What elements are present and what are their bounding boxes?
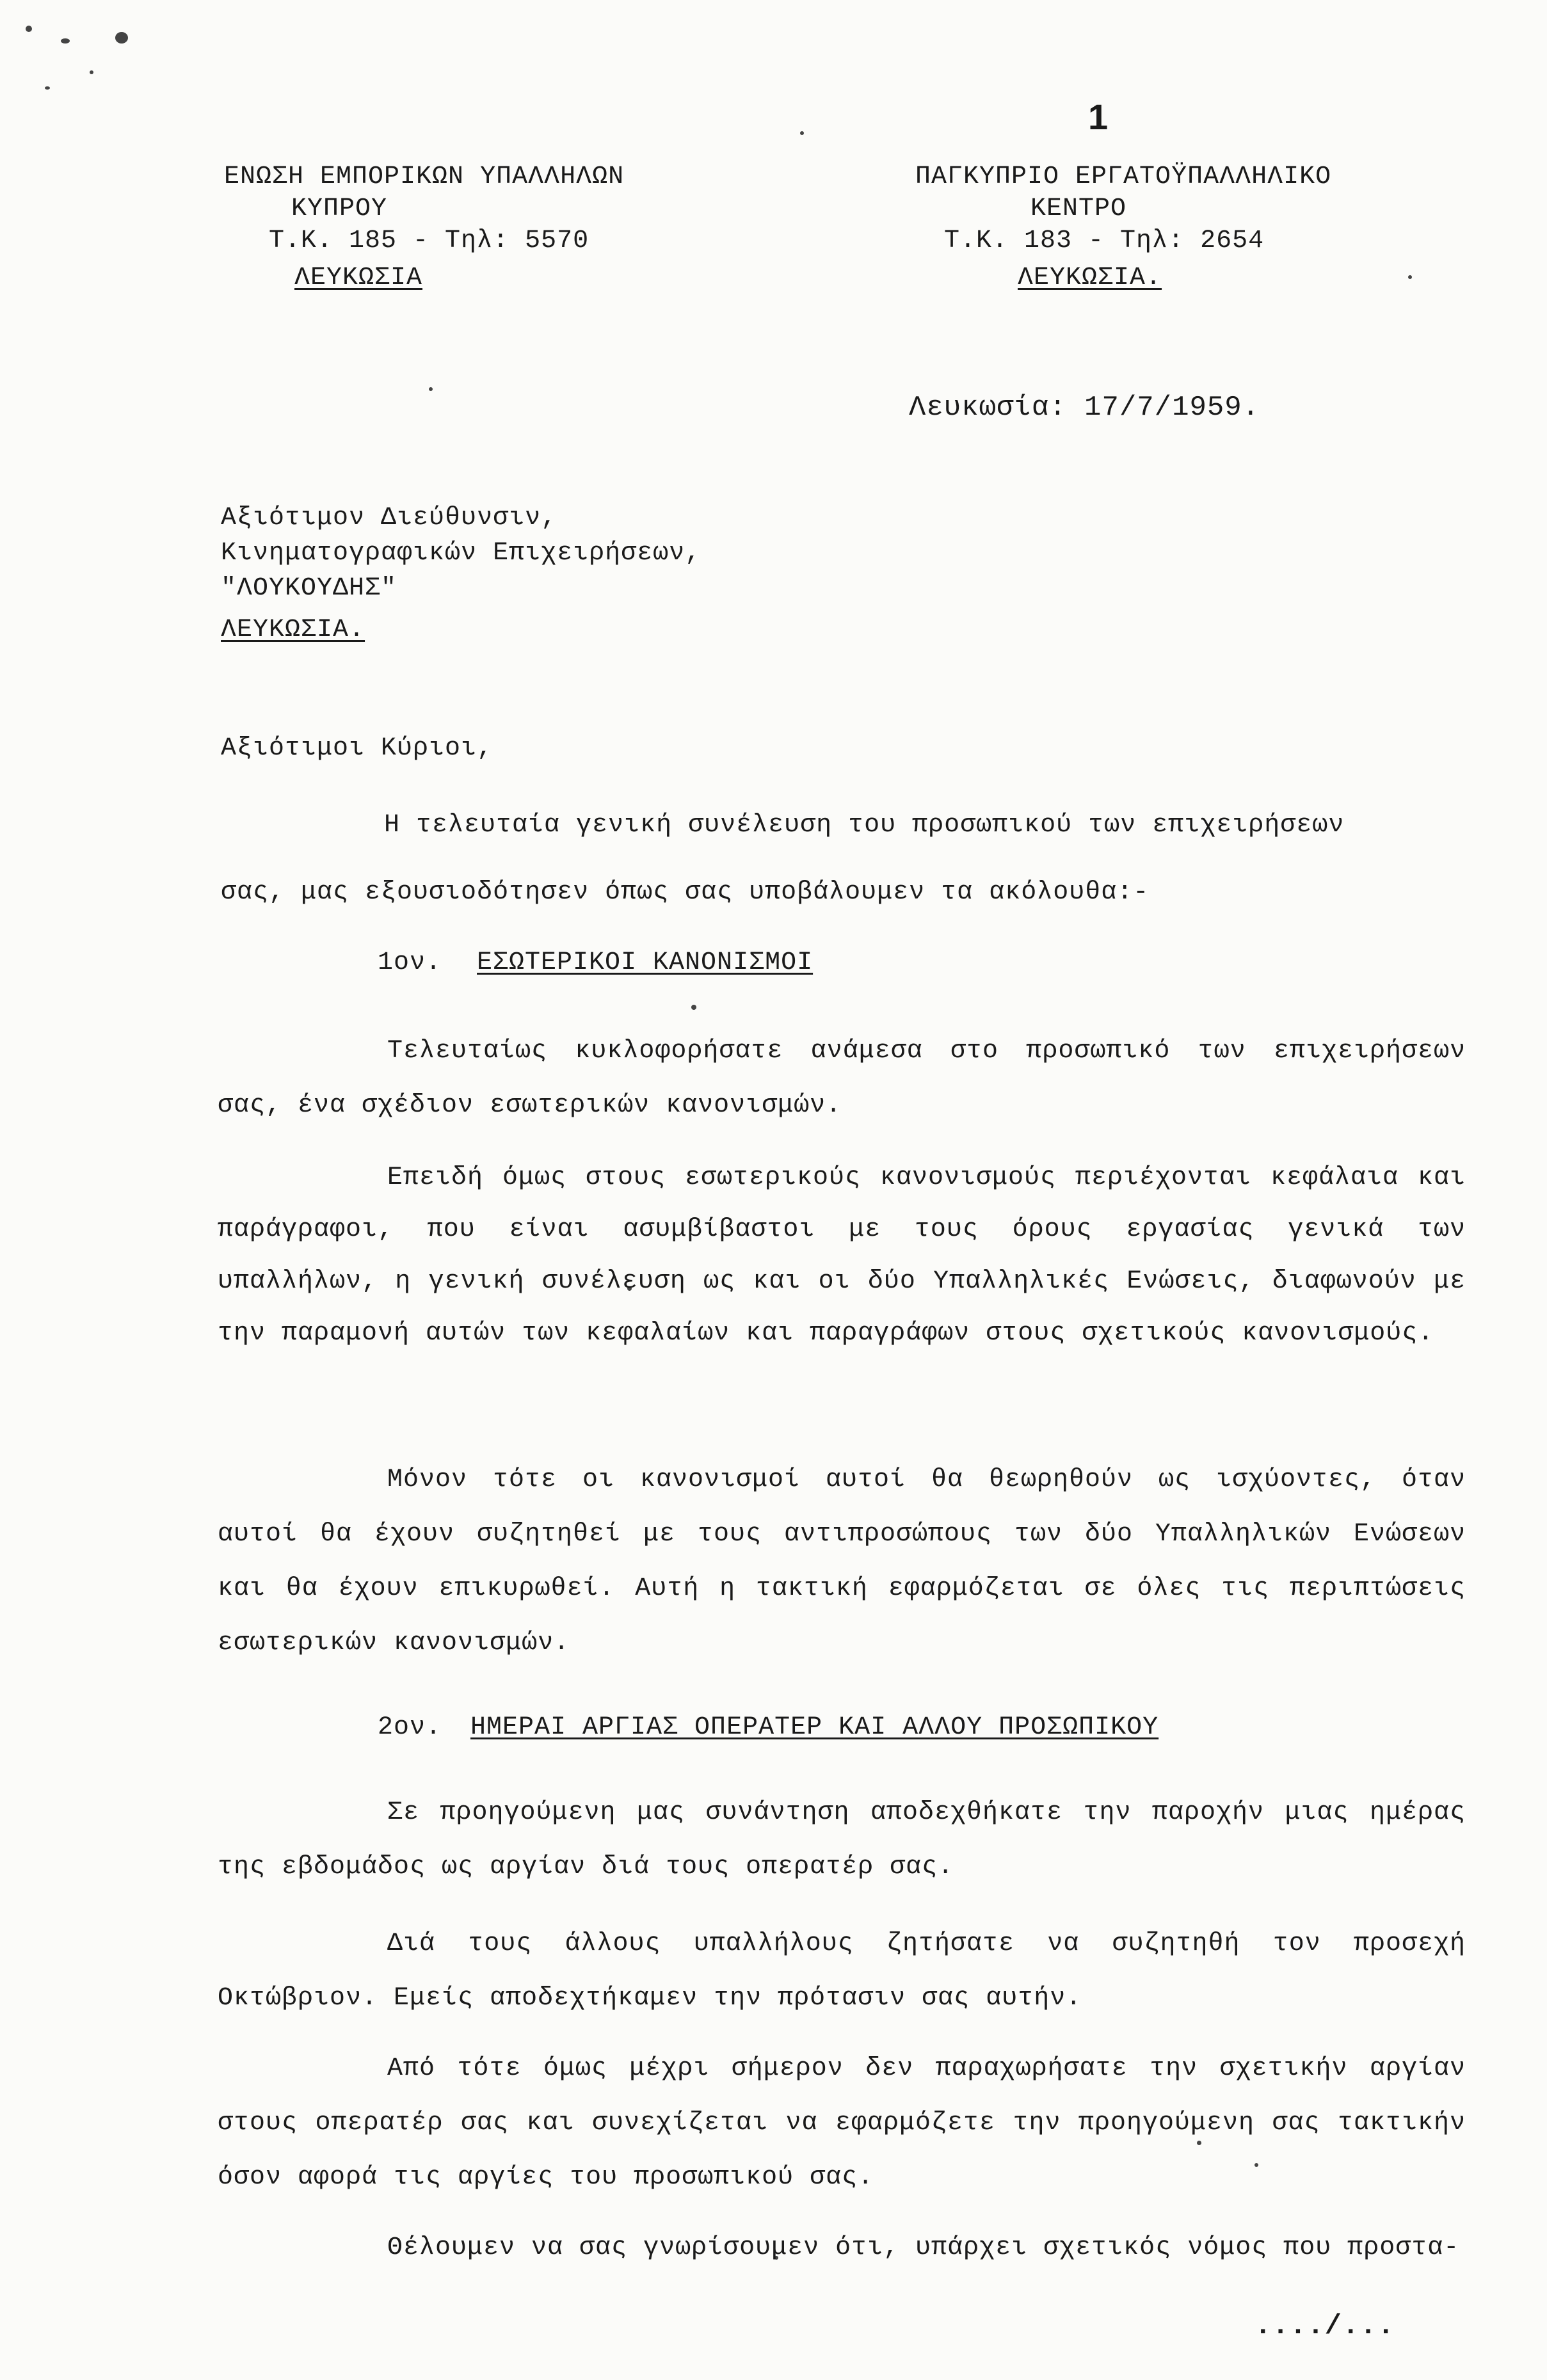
addressee-title: Αξιότιμον Διεύθυνσιν,	[221, 504, 557, 532]
intro-line-1: Η τελευταία γενική συνέλευση του προσωπικού των επιχειρήσεων	[384, 811, 1345, 840]
section-2-number: 2ον.	[378, 1713, 442, 1742]
section-1-title: ΕΣΩΤΕΡΙΚΟΙ ΚΑΝΟΝΙΣΜΟΙ	[477, 948, 814, 977]
salutation: Αξιότιμοι Κύριοι,	[221, 734, 493, 763]
addressee-city: ΛΕΥΚΩΣΙΑ.	[221, 616, 365, 644]
section-2-paragraph-3: Από τότε όμως μέχρι σήμερον δεν παραχωρήσατε την σχετικήν αργίαν στους οπερατέρ σας και συνεχίζεται να εφαρμόζετε την προηγούμενη σας τακτικήν όσον αφορά τις αργίες του προσωπικού σας.	[218, 2054, 1466, 2192]
letter-date: Λευκωσία: 17/7/1959.	[909, 392, 1260, 424]
sender-name: ΕΝΩΣΗ ΕΜΠΟΡΙΚΩΝ ΥΠΑΛΛΗΛΩΝ	[224, 163, 625, 191]
continuation-mark: ..../...	[1254, 2310, 1395, 2342]
sender-contact: Τ.Κ. 185 - Τηλ: 5570	[269, 227, 589, 255]
section-2-paragraph-1: Σε προηγούμενη μας συνάντηση αποδεχθήκατε την παροχήν μιας ημέρας της εβδομάδος ως αργίαν διά τους οπερατέρ σας.	[218, 1798, 1466, 1881]
recipient-org-city: ΛΕΥΚΩΣΙΑ.	[1018, 264, 1162, 292]
section-2-paragraph-4: Θέλουμεν να σας γνωρίσουμεν ότι, υπάρχει σχετικός νόμος που προστα-	[387, 2233, 1460, 2262]
sender-country: ΚΥΠΡΟΥ	[291, 195, 388, 223]
sender-city: ΛΕΥΚΩΣΙΑ	[294, 264, 423, 292]
section-1-paragraph-3: Μόνον τότε οι κανονισμοί αυτοί θα θεωρηθούν ως ισχύοντες, όταν αυτοί θα έχουν συζητηθεί με τους αντιπροσώπους των δύο Υπαλληλικών Ενώσεων και θα έχουν επικυρωθεί. Αυτή η τακτική εφαρμόζεται σε όλες τις περιπτώσεις εσωτερικών κανονισμών.	[218, 1466, 1466, 1657]
section-1-paragraph-1: Τελευταίως κυκλοφορήσατε ανάμεσα στο προσωπικό των επιχειρήσεων σας, ένα σχέδιον εσωτερικών κανονισμών.	[218, 1037, 1466, 1120]
recipient-org-name: ΠΑΓΚΥΠΡΙΟ ΕΡΓΑΤΟΫΠΑΛΛΗΛΙΚΟ	[915, 163, 1332, 191]
page-number: 1	[1088, 97, 1109, 137]
recipient-org-contact: Τ.Κ. 183 - Τηλ: 2654	[944, 227, 1265, 255]
recipient-org-subtitle: ΚΕΝΤΡΟ	[1030, 195, 1127, 223]
section-1-number: 1ον.	[378, 948, 442, 977]
addressee-company: Κινηματογραφικών Επιχειρήσεων,	[221, 539, 701, 568]
section-1-paragraph-2: Επειδή όμως στους εσωτερικούς κανονισμούς περιέχονται κεφάλαια και παράγραφοι, που είναι ασυμβίβαστοι με τους όρους εργασίας γενικά των υπαλλήλων, η γενική συνέλευση ως και οι δύο Υπαλληλικές Ενώσεις, διαφωνούν με την παραμονή αυτών των κεφαλαίων και παραγράφων στους σχετικούς κανονισμούς.	[218, 1163, 1466, 1348]
section-2-paragraph-2: Διά τους άλλους υπαλλήλους ζητήσατε να συζητηθή τον προσεχή Οκτώβριον. Εμείς αποδεχτήκαμεν την πρότασιν σας αυτήν.	[218, 1929, 1466, 2013]
intro-line-2: σας, μας εξουσιοδότησεν όπως σας υποβάλουμεν τα ακόλουθα:-	[221, 878, 1150, 907]
section-2-title: ΗΜΕΡΑΙ ΑΡΓΙΑΣ ΟΠΕΡΑΤΕΡ ΚΑΙ ΑΛΛΟΥ ΠΡΟΣΩΠΙΚΟΥ	[470, 1713, 1159, 1742]
addressee-name: "ΛΟΥΚΟΥΔΗΣ"	[221, 574, 397, 603]
